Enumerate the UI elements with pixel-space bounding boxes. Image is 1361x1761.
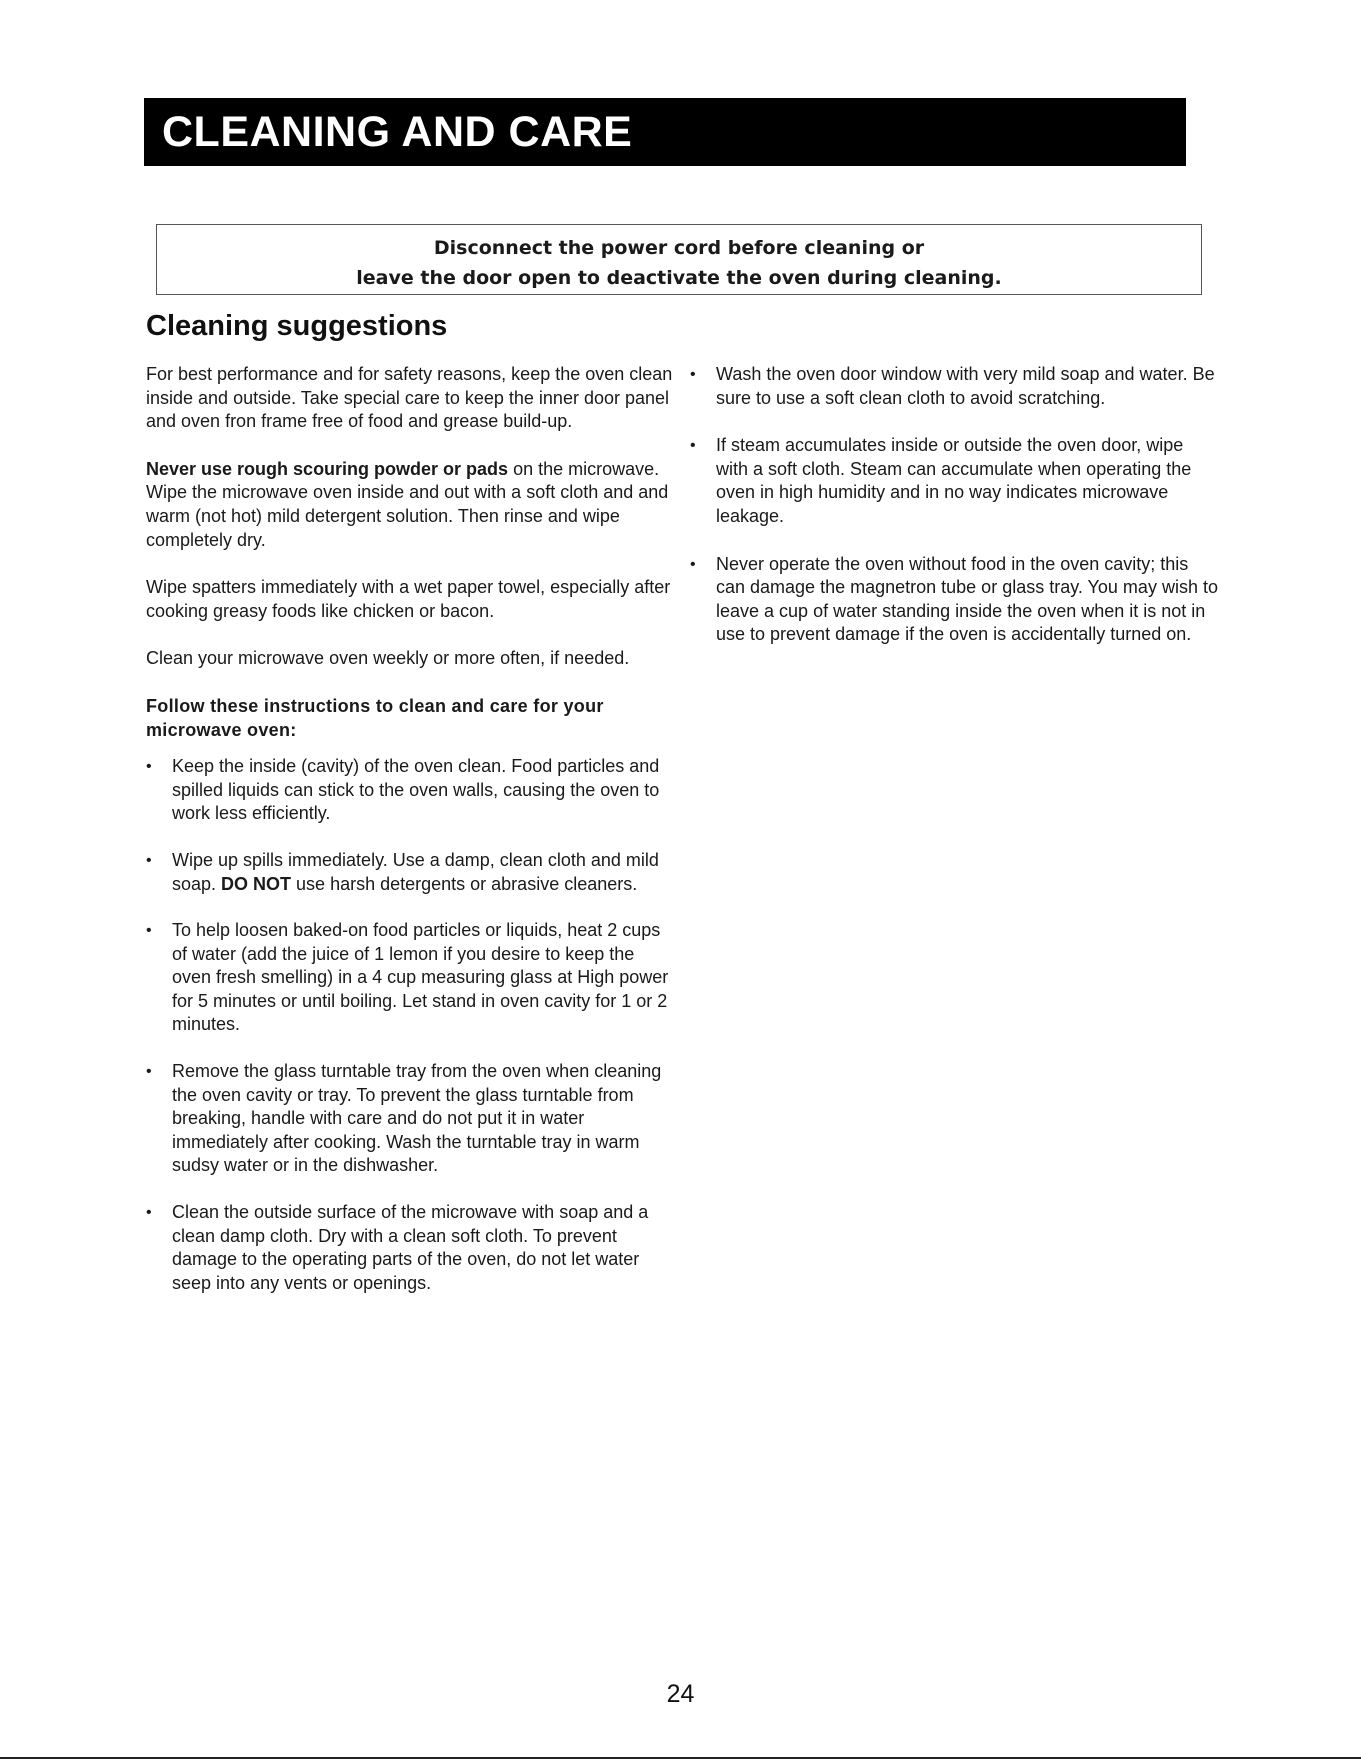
list-item-text: Remove the glass turntable tray from the oven when cleaning the oven cavity or tray. To prevent the glass turntable from breaking, handle with care and do not put it in water immediately after cooking. Wash the turntable tray in warm sudsy water or in the dishwasher. xyxy=(172,1061,662,1176)
list-item xyxy=(690,434,1220,528)
spatters-paragraph: Wipe spatters immediately with a wet paper towel, especially after cooking greasy foods like chicken or bacon. xyxy=(146,577,671,621)
list-item-text: Clean the outside surface of the microwave with soap and a clean damp cloth. Dry with a clean soft cloth. To prevent damage to the operating parts of the oven, do not let water seep into any vents or openings. xyxy=(172,1202,649,1293)
list-item xyxy=(146,755,676,826)
list-item-text: To help loosen baked-on food particles or liquids, heat 2 cups of water (add the juice of 1 lemon if you desire to keep the oven fresh smelling) in a 4 cup measuring glass at High power for 5 minutes or until boiling. Let stand in oven cavity for 1 or 2 minutes. xyxy=(172,920,669,1035)
list-item-text: Wipe up spills immediately. Use a damp, clean cloth and mild soap. xyxy=(172,849,659,894)
bottom-divider xyxy=(0,1757,1361,1759)
scouring-warning-bold: Never use rough scouring powder or pads xyxy=(146,458,509,479)
right-column xyxy=(690,363,1220,671)
list-item xyxy=(690,363,1220,410)
list-item-text: use harsh detergents or abrasive cleaners. xyxy=(291,873,638,894)
list-item xyxy=(146,919,676,1037)
page-number: 24 xyxy=(666,1680,695,1708)
notice-line-1: Disconnect the power cord before cleaning or xyxy=(433,237,925,259)
list-item-text: Wash the oven door window with very mild soap and water. Be sure to use a soft clean cloth to avoid scratching. xyxy=(716,364,1215,408)
left-bullet-list xyxy=(146,755,676,1295)
right-bullet-list xyxy=(690,363,1220,647)
list-item xyxy=(146,1060,676,1178)
list-item-text: If steam accumulates inside or outside the oven door, wipe with a soft cloth. Steam can accumulate when operating the oven in high humidity and in no way indicates microwave leakage. xyxy=(716,435,1192,526)
list-item-text: Keep the inside (cavity) of the oven clean. Food particles and spilled liquids can stick to the oven walls, causing the oven to work less efficiently. xyxy=(172,756,660,824)
scouring-warning-text: on the microwave. Wipe the microwave oven inside and out with a soft cloth and and warm (not hot) mild detergent solution. Then rinse and wipe completely dry. xyxy=(146,458,669,550)
left-column xyxy=(146,363,676,1318)
list-item xyxy=(690,553,1220,647)
instructions-heading: Follow these instructions to clean and care for your microwave oven: xyxy=(146,695,604,740)
list-item xyxy=(146,1201,676,1295)
section-title: Cleaning suggestions xyxy=(146,310,448,342)
header-bar xyxy=(144,98,1186,166)
page-title: CLEANING AND CARE xyxy=(162,108,633,156)
do-not-emphasis: DO NOT xyxy=(221,873,292,894)
notice-line-2: leave the door open to deactivate the oven during cleaning. xyxy=(356,267,1002,289)
list-item xyxy=(146,849,676,896)
intro-paragraph: For best performance and for safety reasons, keep the oven clean inside and outside. Take special care to keep the inner door panel and oven fron frame free of food and grease build-up. xyxy=(146,364,673,432)
list-item-text: Never operate the oven without food in the oven cavity; this can damage the magnetron tube or glass tray. You may wish to leave a cup of water standing inside the oven when it is not in use to prevent damage if the oven is accidentally turned on. xyxy=(716,553,1218,645)
warning-notice-box xyxy=(156,224,1202,295)
weekly-cleaning-paragraph: Clean your microwave oven weekly or more often, if needed. xyxy=(146,648,630,669)
scouring-warning-paragraph xyxy=(146,458,676,552)
